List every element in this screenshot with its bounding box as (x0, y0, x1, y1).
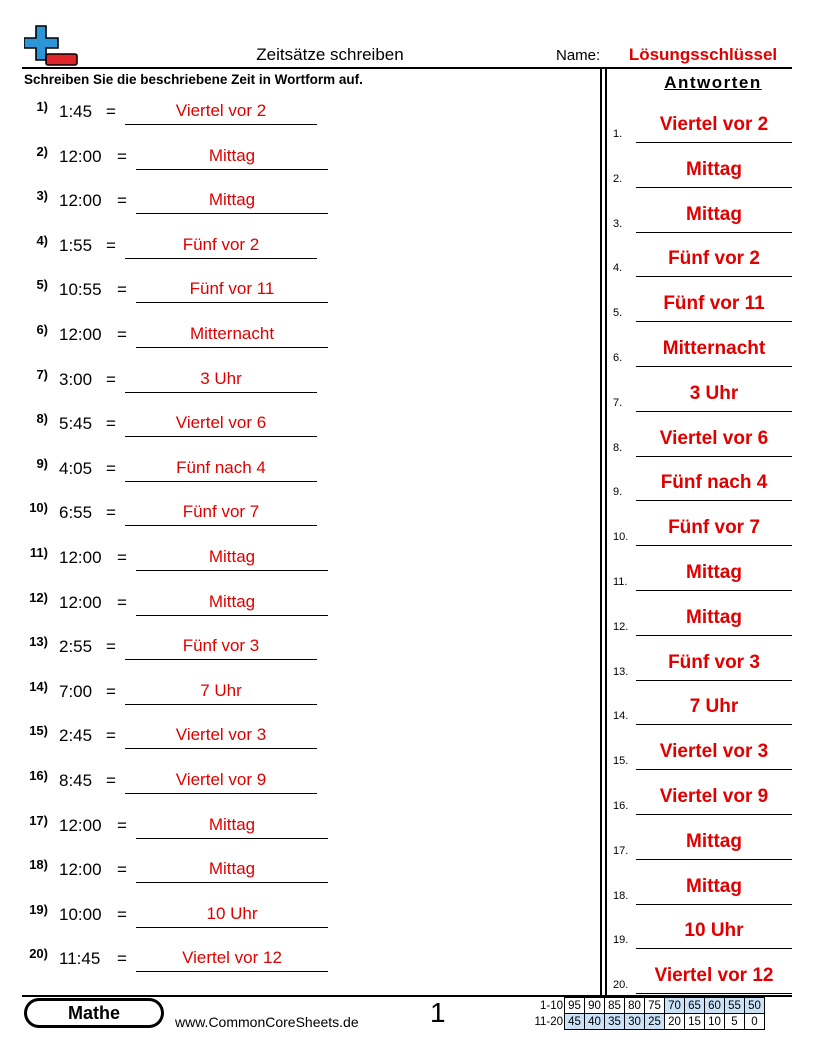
answer-key-row (612, 831, 792, 863)
answer-key-row (612, 517, 792, 549)
answer-key-number: 4. (613, 262, 623, 275)
answer-key-row (612, 338, 792, 370)
answer-key-line (636, 769, 792, 770)
worksheet-title: Zeitsätze schreiben (256, 45, 404, 64)
answer-key-line (636, 545, 792, 546)
question-time: 5:45 (59, 414, 93, 434)
answer-key-row (612, 204, 792, 236)
question-number: 16) (29, 768, 48, 783)
equals-sign: = (106, 414, 116, 434)
answer-line (136, 927, 328, 928)
answer-key-number: 2. (613, 172, 623, 185)
question-number: 13) (29, 634, 48, 650)
answer-key-row (612, 383, 792, 415)
question-answer: Mittag (208, 547, 256, 566)
header-rule (22, 67, 792, 69)
question-number: 2) (36, 143, 48, 159)
score-row-label: 1-10 (539, 999, 563, 1012)
equals-sign: = (117, 325, 127, 344)
score-row (529, 998, 765, 1014)
question-time: 1:55 (59, 235, 93, 255)
answer-key-number: 18. (613, 889, 629, 902)
question-number: 9) (36, 455, 48, 471)
question-answer: Mitternacht (189, 324, 275, 343)
answer-line (125, 436, 317, 437)
answer-line (136, 615, 328, 616)
page-number: 1 (430, 997, 446, 1028)
answer-key-answer: 7 Uhr (689, 696, 739, 718)
question-time: 4:05 (59, 458, 93, 478)
question-number: 17) (29, 812, 48, 828)
answer-key-row (612, 741, 792, 773)
score-cell: 55 (725, 998, 745, 1014)
question-number: 4) (36, 232, 48, 248)
score-cell: 80 (625, 998, 645, 1014)
question-time: 6:55 (59, 503, 93, 523)
question-answer: 3 Uhr (200, 368, 242, 388)
answer-key-number: 7. (613, 396, 623, 409)
answer-key-line (636, 904, 792, 905)
question-time: 10:00 (59, 904, 102, 924)
answer-key-line (636, 814, 792, 815)
score-cell: 85 (605, 998, 625, 1014)
question-time: 7:00 (59, 681, 93, 701)
score-cell: 95 (565, 998, 585, 1014)
answer-key-row (612, 114, 792, 146)
equals-sign: = (106, 637, 116, 657)
equals-sign: = (106, 681, 116, 701)
answer-line (136, 838, 328, 839)
question-number: 14) (29, 678, 48, 694)
question-time: 8:45 (59, 771, 93, 790)
answer-line (125, 704, 317, 705)
score-cell: 15 (685, 1014, 705, 1030)
answer-key-answer: Viertel vor 3 (659, 741, 769, 763)
answer-line (125, 659, 317, 660)
score-cell: 45 (565, 1014, 585, 1030)
question-number: 20) (29, 946, 48, 962)
answer-key-row (612, 652, 792, 684)
answer-line (125, 124, 317, 125)
subject-label: Mathe (27, 1001, 161, 1025)
equals-sign: = (106, 458, 116, 478)
subject-badge (24, 998, 164, 1028)
answer-key-number: 11. (613, 576, 628, 588)
plus-minus-logo-icon (24, 25, 80, 67)
answer-key-row (612, 876, 792, 908)
answer-key-line (636, 321, 792, 322)
answer-key-number: 8. (613, 441, 623, 454)
answer-key-row (612, 472, 792, 504)
question-time: 12:00 (59, 860, 102, 880)
equals-sign: = (106, 503, 116, 523)
question-answer: Mittag (208, 145, 256, 165)
question-time: 2:55 (59, 637, 93, 657)
answer-key-line (636, 456, 792, 457)
answer-key-answer: Mittag (686, 830, 742, 852)
question-number: 7) (36, 366, 48, 382)
question-time: 12:00 (59, 815, 102, 835)
score-row-label: 11-20 (534, 1015, 563, 1028)
score-cell: 25 (645, 1014, 665, 1030)
answer-line (136, 347, 328, 348)
answers-title (610, 73, 816, 93)
score-table (529, 997, 765, 1030)
equals-sign: = (106, 771, 116, 790)
question-answer: 7 Uhr (200, 680, 242, 700)
answer-key-row (612, 607, 792, 639)
answer-key-answer: 3 Uhr (689, 382, 739, 404)
question-answer: Viertel vor 12 (182, 948, 282, 968)
name-value: Lösungsschlüssel (628, 45, 778, 64)
question-time: 11:45 (59, 949, 101, 969)
answer-key-answer: Mittag (686, 875, 742, 897)
score-cell: 35 (605, 1014, 625, 1030)
equals-sign: = (117, 904, 127, 924)
score-row (529, 1014, 765, 1030)
instructions: Schreiben Sie die beschriebene Zeit in Wortform auf. (24, 72, 363, 87)
question-time: 2:45 (59, 726, 93, 746)
answer-key-row (612, 293, 792, 325)
answer-key-answer: Fünf vor 7 (668, 517, 760, 539)
equals-sign: = (117, 146, 127, 166)
answer-line (125, 748, 317, 749)
answer-line (125, 481, 317, 482)
score-cell: 70 (665, 998, 685, 1014)
score-cell: 30 (625, 1014, 645, 1030)
answer-key-number: 5. (613, 307, 623, 320)
answer-key-number: 3. (613, 217, 623, 230)
question-answer: Fünf nach 4 (176, 457, 266, 477)
answer-key-answer: Viertel vor 2 (659, 114, 769, 135)
equals-sign: = (117, 280, 127, 300)
equals-sign: = (106, 369, 116, 389)
score-cell: 40 (585, 1014, 605, 1030)
question-answer: Viertel vor 2 (175, 101, 267, 120)
answer-line (125, 392, 317, 393)
question-number: 15) (29, 723, 48, 739)
answer-key-number: 16. (613, 800, 629, 812)
score-cell: 20 (665, 1014, 685, 1030)
answer-line (136, 169, 328, 170)
answer-key-number: 20. (613, 979, 629, 992)
answer-key-number: 9. (613, 486, 623, 499)
question-time: 3:00 (59, 369, 93, 389)
answer-line (125, 258, 317, 259)
answer-key-answer: Fünf nach 4 (660, 472, 768, 494)
question-answer: 10 Uhr (206, 903, 258, 923)
answer-key-answer: Mittag (686, 158, 742, 180)
question-time: 12:00 (59, 592, 102, 612)
answer-line (136, 882, 328, 883)
answer-key-line (636, 232, 792, 233)
answer-key-row (612, 159, 792, 191)
answer-key-row (612, 428, 792, 460)
question-number: 11) (29, 545, 48, 560)
answer-key-row (612, 696, 792, 728)
score-cell: 50 (745, 998, 765, 1014)
equals-sign: = (106, 726, 116, 746)
answer-key-line (636, 411, 792, 412)
equals-sign: = (117, 860, 127, 880)
answer-line (136, 213, 328, 214)
question-number: 18) (29, 857, 48, 873)
question-answer: Fünf vor 3 (182, 636, 260, 656)
answer-key-answer: Fünf vor 3 (668, 651, 760, 673)
question-answer: Mittag (208, 591, 256, 611)
answer-key-line (636, 680, 792, 681)
question-answer: Fünf vor 7 (182, 502, 260, 522)
answer-key-number: 15. (613, 755, 629, 768)
question-time: 1:45 (59, 102, 93, 121)
question-number: 12) (29, 589, 48, 605)
score-cell: 75 (645, 998, 665, 1014)
question-answer: Mittag (208, 190, 256, 210)
answer-line (136, 302, 328, 303)
answer-key-line (636, 366, 792, 367)
answer-key-line (636, 276, 792, 277)
question-number: 1) (36, 99, 48, 114)
footer-url: www.CommonCoreSheets.de (175, 1014, 359, 1030)
question-number: 19) (29, 901, 48, 917)
question-time: 12:00 (59, 191, 102, 211)
equals-sign: = (117, 592, 127, 612)
question-answer: Fünf vor 11 (189, 279, 275, 299)
answer-key-line (636, 724, 792, 725)
question-number: 8) (36, 411, 48, 427)
question-time: 10:55 (59, 280, 102, 300)
equals-sign: = (117, 548, 127, 567)
answer-key-answer: Fünf vor 11 (663, 293, 765, 315)
answer-key-line (636, 635, 792, 636)
question-answer: Viertel vor 6 (175, 413, 267, 433)
score-cell: 5 (725, 1014, 745, 1030)
answer-key-line (636, 859, 792, 860)
question-answer: Viertel vor 3 (175, 725, 267, 745)
question-number: 3) (36, 188, 48, 204)
answer-key-number: 12. (613, 620, 629, 633)
question-time: 12:00 (59, 548, 102, 567)
question-answer: Viertel vor 9 (175, 770, 267, 789)
column-divider (605, 67, 607, 996)
score-cell: 90 (585, 998, 605, 1014)
answer-key-row (612, 248, 792, 280)
question-number: 10) (29, 500, 48, 516)
equals-sign: = (106, 235, 116, 255)
question-number: 5) (36, 277, 48, 293)
answer-key-answer: Fünf vor 2 (668, 248, 760, 270)
answer-key-number: 10. (613, 531, 629, 544)
answer-key-row (612, 920, 792, 952)
answer-key-number: 6. (613, 352, 623, 364)
answer-key-answer: 10 Uhr (684, 920, 744, 942)
column-divider (600, 67, 602, 996)
answers-title-text: Antworten (664, 73, 762, 92)
score-cell: 10 (705, 1014, 725, 1030)
answer-key-row (612, 965, 792, 997)
equals-sign: = (117, 191, 127, 211)
answer-key-line (636, 590, 792, 591)
answer-line (136, 971, 328, 972)
answer-key-row (612, 562, 792, 594)
answer-line (125, 525, 317, 526)
answer-line (125, 793, 317, 794)
question-answer: Mittag (208, 859, 256, 879)
answer-key-answer: Viertel vor 9 (659, 786, 769, 807)
answer-key-answer: Mittag (686, 562, 742, 583)
question-time: 12:00 (59, 325, 102, 344)
question-time: 12:00 (59, 146, 102, 166)
answer-key-answer: Mitternacht (662, 338, 766, 359)
answer-key-number: 1. (613, 128, 623, 140)
equals-sign: = (106, 102, 116, 121)
answer-key-number: 13. (613, 665, 629, 678)
score-cell: 0 (745, 1014, 765, 1030)
answer-key-row (612, 786, 792, 818)
question-number: 6) (36, 322, 48, 337)
answer-key-line (636, 500, 792, 501)
answer-key-line (636, 948, 792, 949)
answer-key-line (636, 187, 792, 188)
question-answer: Fünf vor 2 (182, 234, 260, 254)
question-answer: Mittag (208, 814, 256, 834)
score-cell: 60 (705, 998, 725, 1014)
answer-key-line (636, 142, 792, 143)
score-cell: 65 (685, 998, 705, 1014)
name-label: Name: (556, 47, 601, 64)
answer-key-answer: Mittag (686, 203, 742, 225)
answer-key-number: 14. (613, 710, 629, 723)
answer-key-number: 19. (613, 934, 629, 947)
equals-sign: = (117, 815, 127, 835)
answer-key-answer: Mittag (686, 606, 742, 628)
equals-sign: = (117, 949, 127, 969)
answer-key-answer: Viertel vor 6 (659, 427, 769, 449)
answer-key-answer: Viertel vor 12 (654, 965, 774, 987)
answer-line (136, 570, 328, 571)
answer-key-number: 17. (613, 844, 629, 857)
